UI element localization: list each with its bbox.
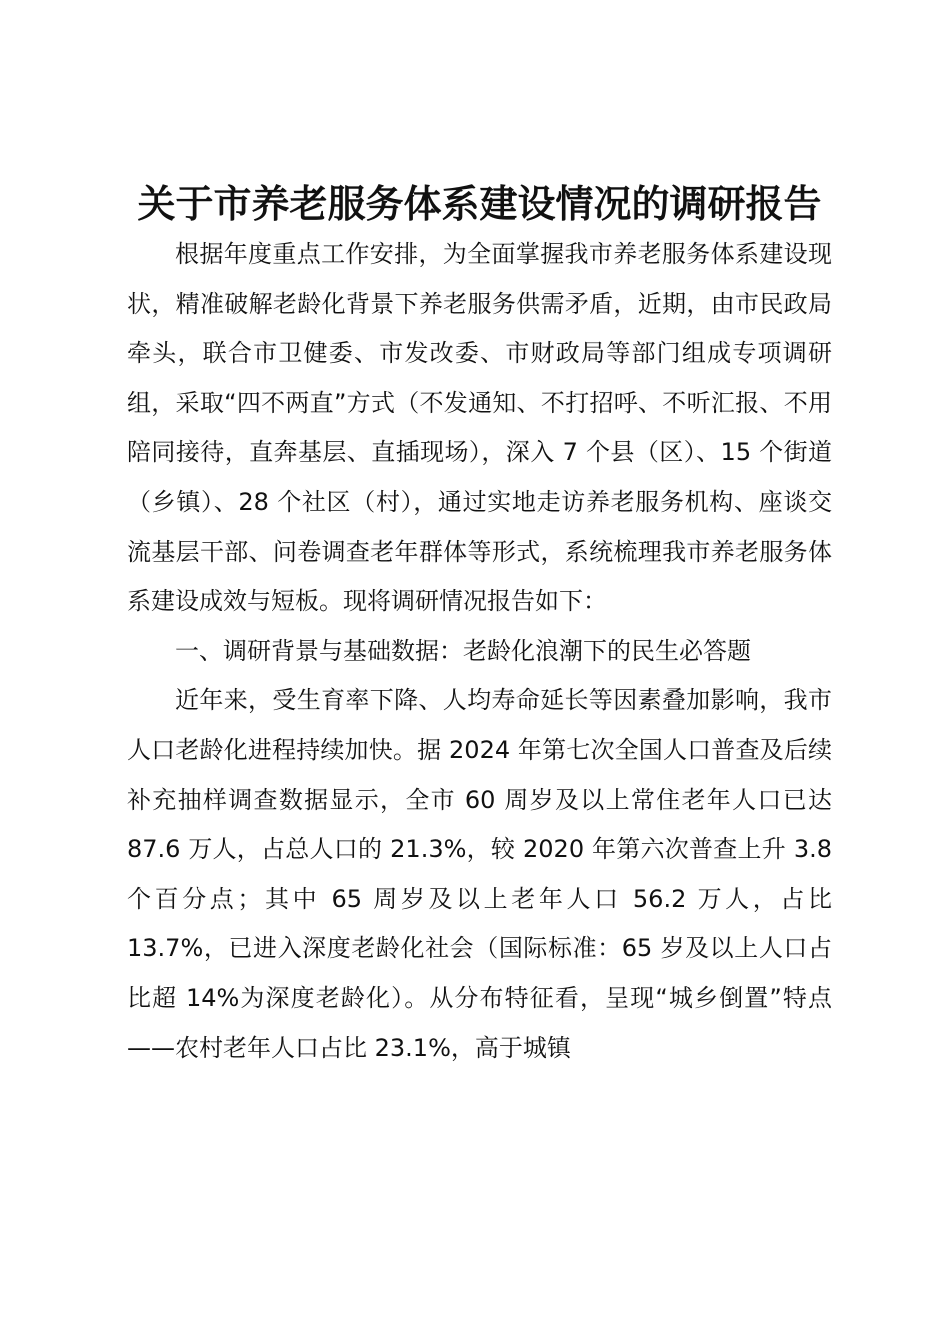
intro-paragraph: 根据年度重点工作安排，为全面掌握我市养老服务体系建设现状，精准破解老龄化背景下养老服务供需矛盾，近期，由市民政局牵头，联合市卫健委、市发改委、市财政局等部门组成专项调研组，采取“四不两直”方式（不发通知、不打招呼、不听汇报、不用陪同接待，直奔基层、直插现场），深入 7 个县（区）、15 个街道（乡镇）、28 个社区（村），通过实地走访养老服务机构、座谈交流基层干部、问卷调查老年群体等形式，系统梳理我市养老服务体系建设成效与短板。现将调研情况报告如下： (127, 240, 832, 616)
document-title: 关于市养老服务体系建设情况的调研报告 (137, 182, 822, 226)
document-page (127, 178, 832, 1073)
section-heading: 一、调研背景与基础数据：老龄化浪潮下的民生必答题 (175, 636, 751, 665)
section-paragraph: 近年来，受生育率下降、人均寿命延长等因素叠加影响，我市人口老龄化进程持续加快。据 2024 年第七次全国人口普查及后续补充抽样调查数据显示，全市 60 周岁及以上常住老年人口已达 87.6 万人，占总人口的 21.3%，较 2020 年第六次普查上升 3.8 个百分点；其中 65 周岁及以上老年人口 56.2 万人，占比 13.7%，已进入深度老龄化社会（国际标准：65 岁及以上人口占比超 14%为深度老龄化）。从分布特征看，呈现“城乡倒置”特点——农村老年人口占比 23.1%，高于城镇 (127, 686, 832, 1062)
